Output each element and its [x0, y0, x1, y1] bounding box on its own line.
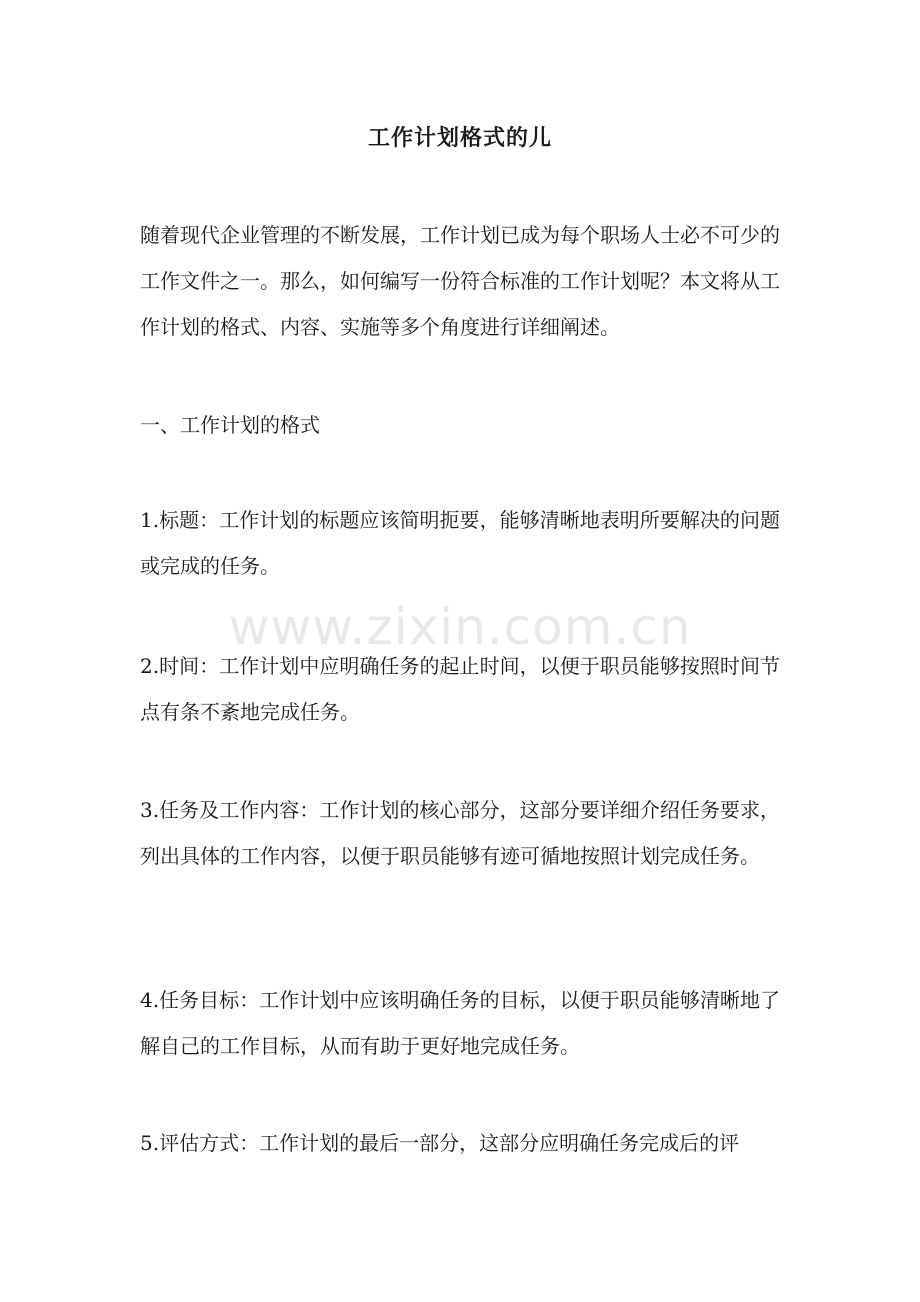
- document-title: 工作计划格式的儿: [367, 125, 552, 151]
- watermark: www.zixin.com.cn: [228, 598, 692, 656]
- list-item-4: 4.任务目标：工作计划中应该明确任务的目标，以便于职员能够清晰地了解自己的工作目标，从而有助于更好地完成任务。: [140, 988, 780, 1058]
- list-item-1: 1.标题：工作计划的标题应该简明扼要，能够清晰地表明所要解决的问题或完成的任务。: [140, 508, 780, 578]
- section-heading: 一、工作计划的格式: [140, 413, 320, 437]
- list-item-3: 3.任务及工作内容：工作计划的核心部分，这部分要详细介绍任务要求，列出具体的工作内容，以便于职员能够有迹可循地按照计划完成任务。: [140, 798, 780, 868]
- intro-paragraph: 随着现代企业管理的不断发展，工作计划已成为每个职场人士必不可少的工作文件之一。那么，如何编写一份符合标准的工作计划呢？本文将从工作计划的格式、内容、实施等多个角度进行详细阐述。: [140, 223, 780, 339]
- list-item-2: 2.时间：工作计划中应明确任务的起止时间，以便于职员能够按照时间节点有条不紊地完成任务。: [140, 654, 780, 724]
- list-item-5: 5.评估方式：工作计划的最后一部分，这部分应明确任务完成后的评: [140, 1131, 740, 1155]
